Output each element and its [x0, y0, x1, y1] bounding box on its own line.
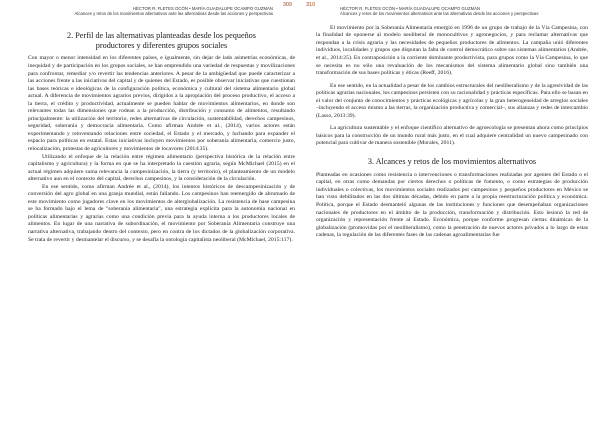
page-number-right: 310 [306, 2, 316, 8]
section-title-3: 3. Alcances y retos de los movimientos alternativos [367, 157, 537, 167]
right-page [300, 0, 600, 440]
paragraph: En ese sentido, como afirman Andrée et al., (2014), los intentos históricos de descampesinización y de conversión del agro global en una granja mundial, están fallando. Los campesinos han reemergido de abrumado de este movimiento como jugadores clave en los movimientos de alterglobalización. La resistencia de base campesina se ha formado bajo el lema de "soberanía alimentaria", una estrategia explícita para la autonomía nacional en políticas alimentarias y agrarias como una condición previa para la ayuda interna a los productores locales de alimentos. En lugar de una narrativa de subordinación, el movimiento por Soberanía Alimentaria construye una narrativa alternativa, trabajando dentro del contexto, pero en contra de los dictados de la globalización corporativa. Se trata de revertir y desmantelar el discurso, y se desafía la ontología capitalista neoliberal (McMichael, 2015:117). [28, 183, 295, 243]
paragraph: En ese sentido, en la actualidad a pesar de los cambios estructurales del neoliberalismo y de la agresividad de las políticas agrarias nacionales, los campesinos persisten con su racionalidad y prácticas específicas. Para ello se basan en el valor del conjunto de conocimientos y prácticas ecológicas y agrícolas y la gran heterogeneidad de arreglos sociales –incluyendo el acceso mismo a las tierras, la organización productiva y comercial–, sus alianzas y redes de intercambio (Lasso, 2013:39). [316, 82, 588, 119]
running-head-authors: HÉCTOR R. FLETES OCÓN • MARÍA GUADALUPE OCAMPO GUZMÁN [132, 6, 273, 11]
section-title-2-line2: productores y diferentes grupos sociales [95, 40, 228, 50]
page-number-left: 309 [282, 2, 292, 8]
running-head-left [28, 6, 295, 17]
running-head-title: Alcances y retos de los movimientos alternativos ante las alternativas desde las acciones y perspectivas [74, 11, 273, 17]
paragraph: La agricultura sustentable y el enfoque científico alternativo de agroecología se presentan ahora como principios básicos para la construcción de un mundo rural más justo, en el cual adquiere centralidad un nuevo campesinado con potencial para cultivar de manera sostenible (Morales, 2011). [316, 125, 588, 147]
section-title-2 [28, 31, 295, 51]
running-head-title: Alcances y retos de los movimientos alternativos ante las alternativas desde las acciones y perspectivas [340, 11, 539, 17]
paragraph: El movimiento por la Soberanía Alimentaria emergió en 1996 de un grupo de trabajo de la Vía Campesina, con la finalidad de oponerse al modelo neoliberal de monocultivos y agronegocios, y para reclamar alternativas que respondan a la crisis agraria y las necesidades de pequeños productores de alimentos. La campaña unió diferentes individuos, localidades y grupos que disputan la falta de control democrático sobre sus sistemas alimentarios (Andrée, et al., 2014:25). En contraposición a la corriente dominante productivista, para grupos como la Vía Campesina, lo que se necesita es no sólo una revaluación de los mecanismos del sistema alimentario global sino también una transformación de sus bases políticas y éticas (Reeff, 2016). [316, 24, 588, 77]
paragraph: Planteadas en ocasiones como resistencia o intervenciones o transformaciones realizadas por agentes del Estado o el capital, en otras como demandas por ciertos derechos o políticas de fomento, o como estrategias de producción individuales o colectivas, los movimientos sociales realizados por campesinos y pequeños productores en México se han visto debilitados en las dos últimas décadas, debido en parte a la propia reestructuración política y económica. Política, porque el Estado desmanteló algunas de las instituciones y funciones que desempeñaban organizaciones nacionales de productores en el ámbito de la producción, transformación y distribución. Esto lesionó la red de organización y representación frente al Estado. Económica, porque conforme progresan ciertas dinámicas de la globalización (promovidas por el neoliberalismo), como la penetración de nuevos actores privados a lo largo de estas cadenas, la regulación de las diferentes fases de las cadenas agroalimentarias fue [316, 171, 588, 239]
paragraph: Con mayor o menor intensidad en los diferentes países, e igualmente, sin dejar de lado asimetrías económicas, de inequidad y de participación en los grupos sociales, se han emprendido una variedad de respuestas y movilizaciones para confrontar, remediar y/o revertir las tendencias anteriores. A pesar de la ambigüedad que puede caracterizar a las acciones frente a las iniciativas del capital y de quienes del Estado, es posible observar iniciativas que cuestionan las bases teóricas e ideológicas de la configuración política, económica y cultural del sistema alimentario global actual. A diferencia de movimientos agrarios previos, dirigidos a la apropiación del proceso productivo, el acceso a la tierra, el crédito y productividad, actualmente se pueden hablar de movimientos alimentarios, en donde son relevantes todas las dimensiones que rodean a la producción, distribución y consumo de alimentos, resultando principalmente: la utilización del territorio, redes alternativas de circulación, sustentabilidad, derechos campesinos, seguridad, soberanía y democracia alimentaria. Como afirman Andrée et al., (2014), varios actores están experimentando y reinventando relaciones entre sociedad, el Estado y el mercado, y luchando para expander el espacio para políticas en estatal. Estas iniciativas incluyen movimientos por soberanía alimentaria, comercio justo, relocalización, protestas de agricultores y movimientos de locavores (2014:35). [28, 55, 295, 152]
running-head-authors: HÉCTOR R. FLETES OCÓN • MARÍA GUADALUPE OCAMPO GUZMÁN [340, 6, 481, 11]
paragraph: Utilizando el enfoque de la relación entre régimen alimentario (perspectiva histórica de la relación entre capitalismo y agricultura) y la forma en que se ha interpretado la cuestión agraria, según McMichael (2015) en el actual régimen adquiere suma relevancia la campesinización, la tierra (y territorio), el planteamiento de un modelo alternativo aun en el contexto del capital, derechos campesinos, y la consideración de la circulación. [28, 153, 295, 183]
section-title-2-line1: 2. Perfil de las alternativas planteadas desde los pequeños [67, 30, 256, 40]
running-head-right [316, 6, 588, 17]
